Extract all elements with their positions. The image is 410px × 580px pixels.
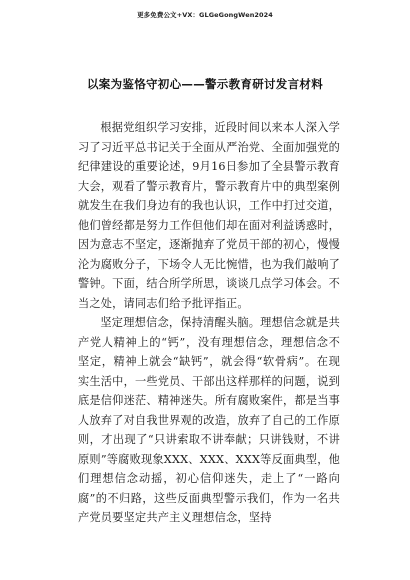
document-title: 以案为鉴恪守初心——警示教育研讨发言材料 (87, 77, 323, 91)
paragraph-2: 坚定理想信念，保持清醒头脑。理想信念就是共产党人精神上的“钙”，没有理想信念，理想信念不坚定，精神上就会“缺钙”，就会得“软骨病”。在现实生活中，一些党员、干部出这样那样的问题，说到底是信仰迷茫、精神迷失。所有腐败案件，都是当事人放弃了对自我世界观的改造，放弃了自己的工作原则，才出现了“只讲索取不讲奉献；只讲钱财，不讲原则”等腐败现象XXX、XXX、XXX等反面典型，他们理想信念动摇，初心信仰迷失，走上了“一路向腐”的不归路，这些反面典型警示我们，作为一名共产党员要坚定共产主义理想信念，坚持 (78, 316, 340, 524)
paragraph-1: 根据党组织学习安排，近段时间以来本人深入学习了习近平总书记关于全面从严治党、全面加强党的纪律建设的重要论述，9月16日参加了全县警示教育大会，观看了警示教育片，警示教育片中的典型案例就发生在我们身边有的我也认识，工作中打过交道，他们曾经都是努力工作但他们却在面对利益诱惑时，因为意志不坚定，逐渐抛弃了党员干部的初心，慢慢沦为腐败分子，下场令人无比惋惜，也为我们敲响了警钟。下面，结合所学所思，谈谈几点学习体会。不当之处，请同志们给予批评指正。 (78, 121, 340, 310)
header-note: 更多免费公文+VX：GLGeGongWen2024 (137, 11, 273, 19)
document-body (78, 118, 340, 528)
